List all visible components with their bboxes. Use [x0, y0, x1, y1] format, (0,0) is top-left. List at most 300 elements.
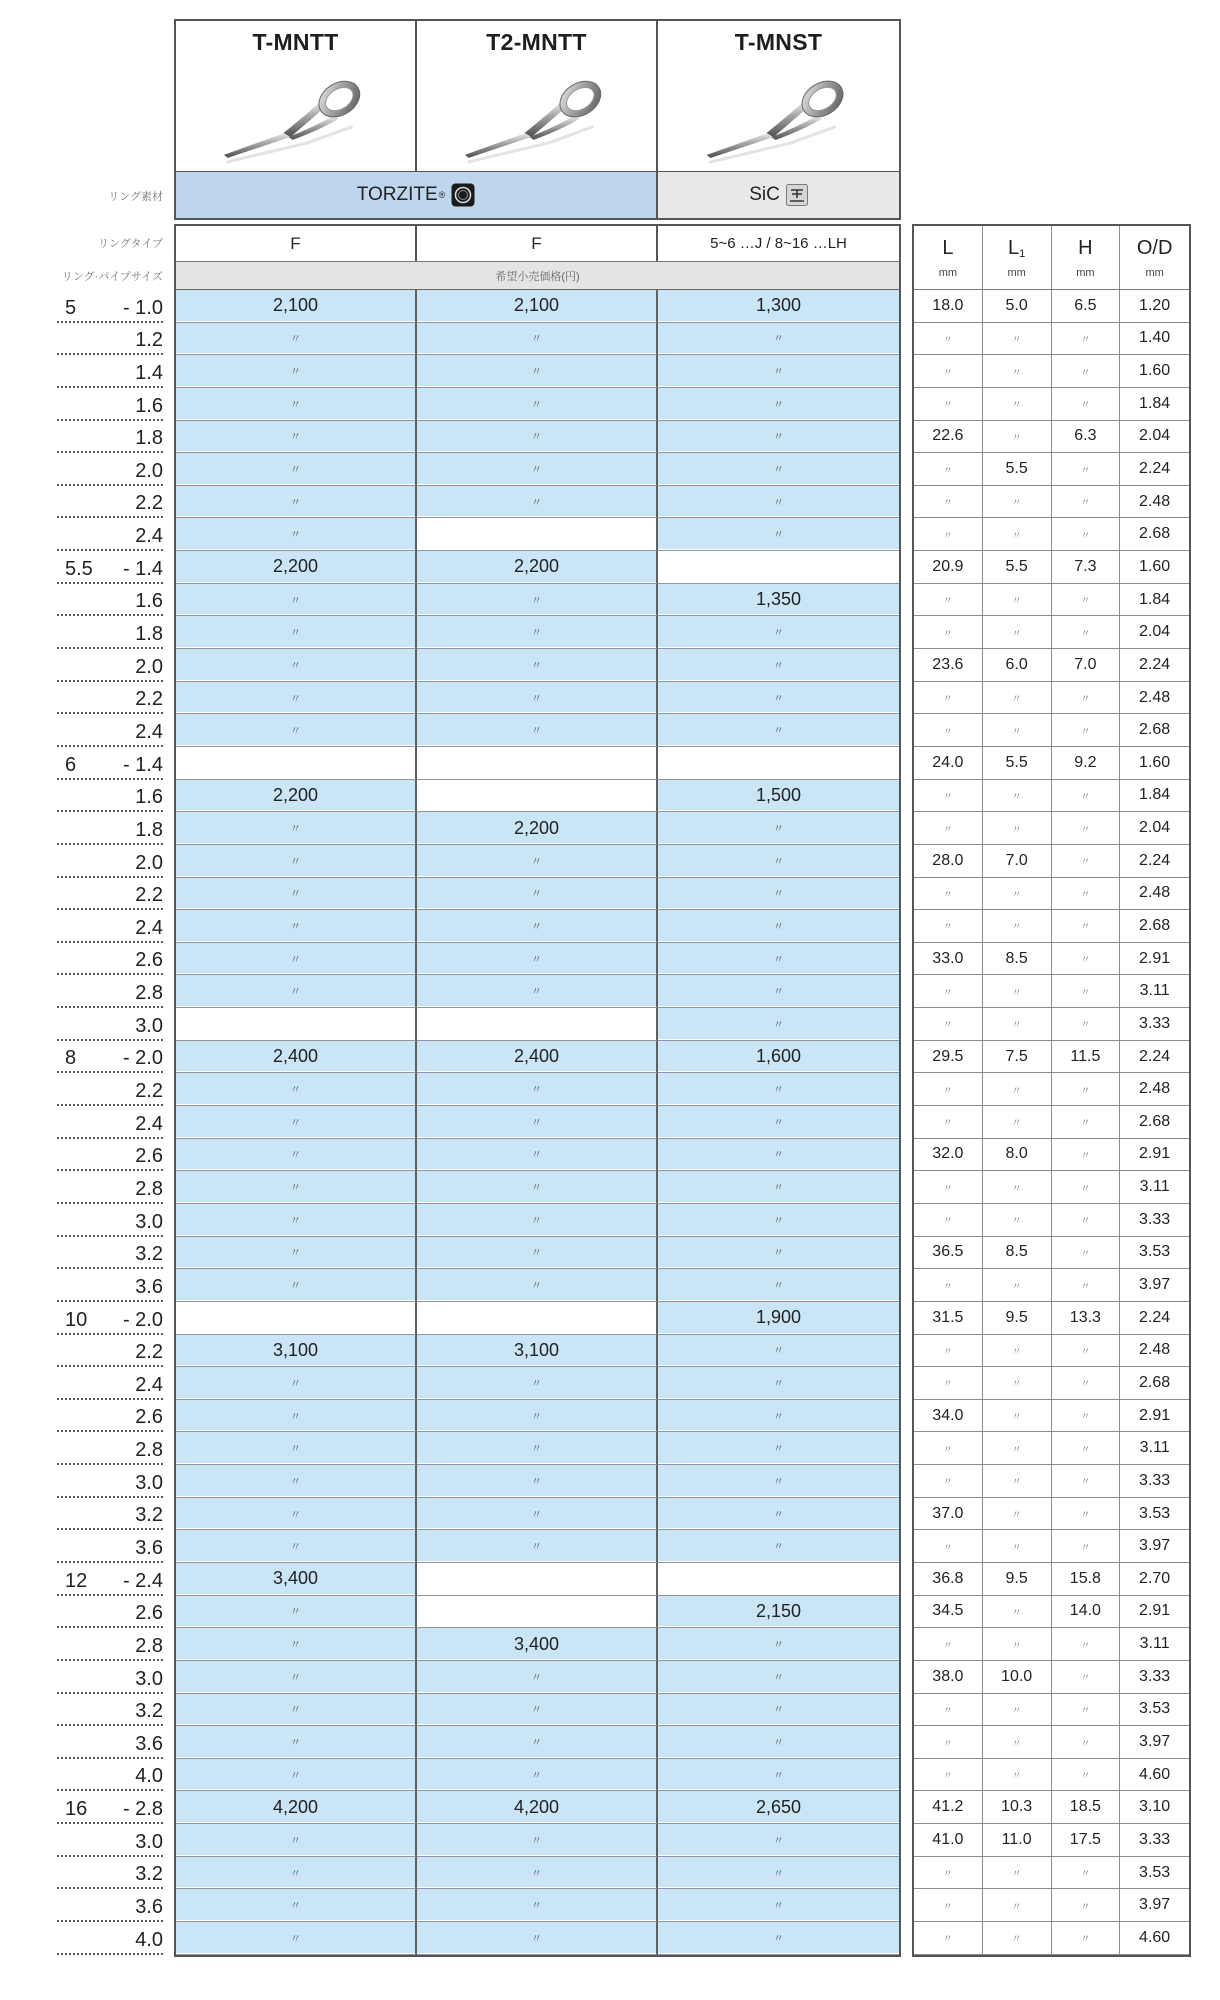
dim-cell-l1: 〃 [983, 1726, 1052, 1759]
dim-cell-od: 3.33 [1120, 1661, 1189, 1694]
price-cell-t2-mntt: 〃 [417, 421, 658, 454]
size-label-row [57, 747, 163, 780]
dim-cell-od: 3.97 [1120, 1889, 1189, 1922]
price-cell-t-mnst: 〃 [658, 1367, 899, 1400]
dim-cell-l1: 8.5 [983, 1237, 1052, 1270]
dim-cell-h: 〃 [1052, 1106, 1121, 1139]
price-cell-t-mnst: 2,650 [658, 1791, 899, 1824]
dim-cell-l1: 〃 [983, 1889, 1052, 1922]
dim-cell-od: 2.48 [1120, 878, 1189, 911]
pipe-size-label: 2.4 [135, 1373, 163, 1396]
dim-cell-od: 1.20 [1120, 290, 1189, 323]
price-cell-t-mntt: 〃 [176, 1661, 417, 1694]
price-cell-t-mnst: 〃 [658, 1857, 899, 1890]
dim-cell-h: 〃 [1052, 943, 1121, 976]
product-name: T-MNST [734, 29, 823, 55]
dim-cell-od: 2.04 [1120, 421, 1189, 454]
dim-cell-l1: 5.0 [983, 290, 1052, 323]
price-cell-t-mntt: 〃 [176, 1204, 417, 1237]
dim-cell-l: 〃 [914, 1857, 983, 1890]
dim-cell-l1: 〃 [983, 1269, 1052, 1302]
dim-cell-h: 〃 [1052, 1073, 1121, 1106]
price-cell-t2-mntt: 〃 [417, 1171, 658, 1204]
pipe-size-label: 2.6 [135, 1145, 163, 1168]
pipe-size-label: 2.0 [135, 851, 163, 874]
dim-cell-l1: 9.5 [983, 1563, 1052, 1596]
size-label-row [57, 649, 163, 682]
size-label-row [57, 1073, 163, 1106]
pipe-size-label: - 2.0 [122, 1047, 163, 1070]
dim-cell-l1: 11.0 [983, 1824, 1052, 1857]
price-cell-t2-mntt: 〃 [417, 323, 658, 356]
dim-cell-l: 〃 [914, 453, 983, 486]
dim-cell-l: 20.9 [914, 551, 983, 584]
price-cell-t2-mntt: 〃 [417, 453, 658, 486]
pipe-size-label: - 1.0 [122, 296, 163, 319]
size-label-row [57, 1400, 163, 1433]
dim-header-h [1052, 226, 1121, 289]
dim-cell-l: 18.0 [914, 290, 983, 323]
material-torzite-label: TORZITE [356, 184, 438, 205]
dim-cell-l1: 〃 [983, 1008, 1052, 1041]
price-cell-t2-mntt: 〃 [417, 975, 658, 1008]
price-cell-t2-mntt: 〃 [417, 1824, 658, 1857]
price-cell-t-mntt: 〃 [176, 616, 417, 649]
size-label-row [57, 1367, 163, 1400]
price-cell-t2-mntt: 〃 [417, 682, 658, 715]
price-cell-t-mntt: 〃 [176, 1726, 417, 1759]
price-cell-t-mnst: 〃 [658, 616, 899, 649]
price-cell-t-mntt: 3,100 [176, 1335, 417, 1368]
size-label-row [57, 355, 163, 388]
price-cell-t-mnst: 〃 [658, 943, 899, 976]
dim-cell-h: 〃 [1052, 518, 1121, 551]
price-cell-t-mnst: 〃 [658, 1432, 899, 1465]
price-cell-t2-mntt: 2,200 [417, 551, 658, 584]
dim-cell-od: 2.68 [1120, 1367, 1189, 1400]
dim-header-label [1008, 237, 1025, 265]
price-cell-t-mntt: 〃 [176, 1465, 417, 1498]
dim-cell-od: 3.97 [1120, 1269, 1189, 1302]
price-cell-t2-mntt: 〃 [417, 584, 658, 617]
price-cell-t-mntt: 〃 [176, 1530, 417, 1563]
dim-cell-l: 〃 [914, 1204, 983, 1237]
dim-cell-od: 1.84 [1120, 388, 1189, 421]
pipe-size-label: 3.0 [135, 1210, 163, 1233]
pipe-size-label: 1.2 [135, 329, 163, 352]
price-cell-t2-mntt [417, 747, 658, 780]
price-cell-t-mntt: 2,100 [176, 290, 417, 323]
price-cell-t-mntt: 〃 [176, 1889, 417, 1922]
dim-cell-h: 〃 [1052, 1269, 1121, 1302]
price-header-row [174, 262, 901, 290]
price-cell-t2-mntt: 〃 [417, 1367, 658, 1400]
pipe-size-label: 4.0 [135, 1765, 163, 1788]
size-label-row [57, 1857, 163, 1890]
pipe-size-label: 2.8 [135, 982, 163, 1005]
dimension-table-body [912, 290, 1191, 1957]
material-sic-label: SiC [749, 184, 780, 205]
dim-cell-h: 〃 [1052, 1204, 1121, 1237]
price-cell-t2-mntt [417, 1563, 658, 1596]
dim-cell-h: 〃 [1052, 1889, 1121, 1922]
price-cell-t-mnst: 〃 [658, 1106, 899, 1139]
ring-size-label: 12 [65, 1569, 88, 1592]
price-cell-t-mnst: 〃 [658, 1628, 899, 1661]
dim-cell-od: 3.11 [1120, 1171, 1189, 1204]
dim-cell-od: 3.11 [1120, 1432, 1189, 1465]
price-cell-t-mnst: 〃 [658, 355, 899, 388]
dim-header-od [1120, 226, 1189, 289]
dim-cell-h: 〃 [1052, 975, 1121, 1008]
pipe-size-label: 2.6 [135, 1602, 163, 1625]
dim-cell-l: 38.0 [914, 1661, 983, 1694]
price-cell-t2-mntt: 〃 [417, 649, 658, 682]
dim-header-text: O/D [1136, 236, 1173, 259]
dim-cell-l: 〃 [914, 975, 983, 1008]
dim-header-unit: mm [1007, 266, 1026, 279]
dim-cell-h: 〃 [1052, 1759, 1121, 1792]
material-sic-cell [658, 172, 899, 218]
price-table-body [174, 290, 901, 1957]
dim-cell-od: 3.97 [1120, 1726, 1189, 1759]
dim-cell-l: 〃 [914, 682, 983, 715]
pipe-size-label: 1.8 [135, 818, 163, 841]
pipe-size-label: 3.6 [135, 1732, 163, 1755]
dim-cell-l: 〃 [914, 486, 983, 519]
price-cell-t2-mntt: 〃 [417, 1857, 658, 1890]
price-cell-t2-mntt [417, 780, 658, 813]
price-cell-t-mntt: 〃 [176, 649, 417, 682]
dim-cell-od: 2.68 [1120, 518, 1189, 551]
pipe-size-label: - 2.4 [122, 1569, 163, 1592]
pipe-size-label: 3.6 [135, 1275, 163, 1298]
price-cell-t-mntt: 〃 [176, 1824, 417, 1857]
product-header-t2-mntt [417, 21, 658, 171]
dim-cell-l: 37.0 [914, 1498, 983, 1531]
dim-cell-od: 2.24 [1120, 1041, 1189, 1074]
dim-cell-l: 24.0 [914, 747, 983, 780]
price-cell-t-mnst [658, 551, 899, 584]
pipe-size-label: - 2.0 [122, 1308, 163, 1331]
dim-cell-l1: 〃 [983, 1694, 1052, 1727]
dim-cell-l1: 10.0 [983, 1661, 1052, 1694]
price-cell-t-mntt: 〃 [176, 1628, 417, 1661]
size-label-row [57, 1791, 163, 1824]
dim-header-text: L [1008, 236, 1020, 259]
dim-cell-l: 〃 [914, 1008, 983, 1041]
pipe-size-label: 2.2 [135, 492, 163, 515]
dim-cell-l1: 〃 [983, 1204, 1052, 1237]
dim-cell-l: 31.5 [914, 1302, 983, 1335]
size-label-row [57, 1432, 163, 1465]
dim-cell-od: 4.60 [1120, 1759, 1189, 1792]
dim-cell-od: 2.24 [1120, 1302, 1189, 1335]
size-label-row [57, 1596, 163, 1629]
ring-type-t-mntt: F [176, 226, 417, 261]
dim-cell-od: 3.11 [1120, 1628, 1189, 1661]
dim-cell-h: 17.5 [1052, 1824, 1121, 1857]
dim-cell-l: 34.5 [914, 1596, 983, 1629]
dim-cell-od: 3.33 [1120, 1008, 1189, 1041]
price-cell-t-mntt: 〃 [176, 1367, 417, 1400]
dim-cell-h: 〃 [1052, 486, 1121, 519]
dim-cell-l1: 〃 [983, 878, 1052, 911]
dim-cell-h: 〃 [1052, 355, 1121, 388]
price-cell-t-mntt: 〃 [176, 1237, 417, 1270]
pipe-size-label: - 2.8 [122, 1798, 163, 1821]
price-cell-t-mnst: 1,300 [658, 290, 899, 323]
price-cell-t-mntt: 〃 [176, 1922, 417, 1955]
price-cell-t-mntt: 〃 [176, 812, 417, 845]
price-cell-t2-mntt: 〃 [417, 1139, 658, 1172]
price-cell-t-mntt: 〃 [176, 323, 417, 356]
dim-cell-l: 〃 [914, 1335, 983, 1368]
price-cell-t-mntt: 〃 [176, 714, 417, 747]
size-label-row [57, 1171, 163, 1204]
dim-cell-l: 〃 [914, 1171, 983, 1204]
dim-cell-h: 〃 [1052, 780, 1121, 813]
price-cell-t-mnst: 〃 [658, 1759, 899, 1792]
registered-mark: ® [438, 190, 446, 200]
price-cell-t2-mntt [417, 1302, 658, 1335]
dim-cell-h: 15.8 [1052, 1563, 1121, 1596]
dim-cell-l: 36.8 [914, 1563, 983, 1596]
dim-cell-od: 2.91 [1120, 1400, 1189, 1433]
price-cell-t2-mntt: 〃 [417, 1759, 658, 1792]
size-label-row [57, 780, 163, 813]
price-cell-t-mnst: 〃 [658, 1008, 899, 1041]
dim-cell-l1: 〃 [983, 682, 1052, 715]
price-cell-t2-mntt: 〃 [417, 714, 658, 747]
dim-cell-l: 〃 [914, 616, 983, 649]
price-cell-t-mnst: 〃 [658, 1922, 899, 1955]
price-cell-t2-mntt: 〃 [417, 1269, 658, 1302]
price-cell-t-mntt: 〃 [176, 1759, 417, 1792]
price-cell-t-mnst: 〃 [658, 714, 899, 747]
dim-cell-l: 〃 [914, 812, 983, 845]
dim-cell-l: 〃 [914, 1073, 983, 1106]
price-cell-t-mnst: 1,600 [658, 1041, 899, 1074]
product-name: T-MNTT [252, 29, 339, 55]
dimension-header-row [912, 224, 1191, 290]
price-cell-t-mntt: 〃 [176, 1139, 417, 1172]
price-cell-t2-mntt: 〃 [417, 486, 658, 519]
dim-cell-l1: 〃 [983, 1400, 1052, 1433]
price-cell-t-mnst: 〃 [658, 1530, 899, 1563]
price-cell-t-mnst: 〃 [658, 1824, 899, 1857]
dim-cell-l: 22.6 [914, 421, 983, 454]
dim-cell-l: 41.2 [914, 1791, 983, 1824]
ring-type-t2-mntt: F [417, 226, 658, 261]
price-cell-t2-mntt [417, 518, 658, 551]
size-label-row [57, 1694, 163, 1727]
dim-cell-l1: 〃 [983, 584, 1052, 617]
ring-size-label: 6 [65, 753, 77, 776]
size-label-row [57, 1498, 163, 1531]
ring-size-label: 5.5 [65, 557, 93, 580]
dim-cell-l1: 〃 [983, 1857, 1052, 1890]
dim-cell-h: 〃 [1052, 682, 1121, 715]
dim-cell-l1: 〃 [983, 486, 1052, 519]
dim-cell-l1: 5.5 [983, 453, 1052, 486]
price-cell-t2-mntt: 〃 [417, 355, 658, 388]
size-label-row [57, 1237, 163, 1270]
price-cell-t-mntt: 〃 [176, 1400, 417, 1433]
dim-header-text: L [942, 236, 954, 259]
dim-cell-l: 〃 [914, 910, 983, 943]
price-cell-t-mnst: 〃 [658, 518, 899, 551]
dim-cell-l1: 〃 [983, 421, 1052, 454]
dim-cell-l: 〃 [914, 1367, 983, 1400]
dim-cell-h: 〃 [1052, 1171, 1121, 1204]
size-label-row [57, 1302, 163, 1335]
dim-cell-l1: 〃 [983, 1432, 1052, 1465]
dim-cell-h: 〃 [1052, 1335, 1121, 1368]
dim-cell-od: 2.48 [1120, 682, 1189, 715]
price-cell-t-mntt: 〃 [176, 975, 417, 1008]
dim-cell-l: 〃 [914, 1726, 983, 1759]
dim-cell-od: 2.24 [1120, 649, 1189, 682]
dim-cell-h: 11.5 [1052, 1041, 1121, 1074]
price-cell-t-mnst: 〃 [658, 1694, 899, 1727]
pipe-size-label: 2.2 [135, 1080, 163, 1103]
price-cell-t2-mntt: 〃 [417, 878, 658, 911]
size-label-row [57, 682, 163, 715]
price-cell-t2-mntt: 〃 [417, 1073, 658, 1106]
dim-cell-h: 9.2 [1052, 747, 1121, 780]
dim-cell-l: 28.0 [914, 845, 983, 878]
dim-cell-l1: 〃 [983, 518, 1052, 551]
price-cell-t-mnst: 2,150 [658, 1596, 899, 1629]
dim-cell-h: 〃 [1052, 1726, 1121, 1759]
dim-cell-h: 〃 [1052, 1367, 1121, 1400]
pipe-size-label: 2.6 [135, 1406, 163, 1429]
price-cell-t-mntt: 〃 [176, 910, 417, 943]
dim-cell-l: 〃 [914, 584, 983, 617]
size-label-row [57, 1628, 163, 1661]
dim-cell-l: 34.0 [914, 1400, 983, 1433]
pipe-size-label: 2.6 [135, 949, 163, 972]
dim-cell-od: 3.11 [1120, 975, 1189, 1008]
size-label-row [57, 1008, 163, 1041]
pipe-size-label: 3.2 [135, 1863, 163, 1886]
dim-cell-l1: 〃 [983, 1759, 1052, 1792]
dim-cell-l1: 5.5 [983, 551, 1052, 584]
dim-cell-l: 〃 [914, 355, 983, 388]
dim-cell-l: 〃 [914, 1922, 983, 1955]
dim-cell-h: 7.0 [1052, 649, 1121, 682]
size-label-row [57, 486, 163, 519]
size-label-row [57, 323, 163, 356]
dim-cell-od: 2.48 [1120, 1073, 1189, 1106]
dim-cell-h: 〃 [1052, 1628, 1121, 1661]
price-cell-t-mnst: 〃 [658, 1889, 899, 1922]
dim-cell-h: 18.5 [1052, 1791, 1121, 1824]
dim-cell-od: 2.68 [1120, 1106, 1189, 1139]
dim-cell-h: 〃 [1052, 1008, 1121, 1041]
dim-cell-od: 2.04 [1120, 812, 1189, 845]
dim-cell-l1: 7.5 [983, 1041, 1052, 1074]
price-cell-t-mntt: 〃 [176, 1694, 417, 1727]
dim-cell-l1: 〃 [983, 355, 1052, 388]
dim-cell-od: 3.97 [1120, 1530, 1189, 1563]
pipe-size-label: 2.4 [135, 525, 163, 548]
pipe-size-label: 3.0 [135, 1830, 163, 1853]
product-name: T2-MNTT [486, 29, 587, 55]
price-cell-t2-mntt: 〃 [417, 1726, 658, 1759]
price-cell-t-mntt: 3,400 [176, 1563, 417, 1596]
pipe-size-label: 2.8 [135, 1439, 163, 1462]
dim-cell-l1: 6.0 [983, 649, 1052, 682]
dim-cell-l: 〃 [914, 714, 983, 747]
price-cell-t-mnst: 〃 [658, 1171, 899, 1204]
dim-header-label [1137, 237, 1173, 265]
price-cell-t2-mntt: 〃 [417, 1694, 658, 1727]
dim-cell-h: 〃 [1052, 1530, 1121, 1563]
price-cell-t-mntt: 〃 [176, 388, 417, 421]
size-label-row [57, 1759, 163, 1792]
product-header-row [174, 19, 901, 172]
dim-cell-l: 23.6 [914, 649, 983, 682]
price-cell-t-mntt: 2,400 [176, 1041, 417, 1074]
size-label-row [57, 1563, 163, 1596]
price-cell-t2-mntt: 3,400 [417, 1628, 658, 1661]
dim-cell-od: 1.84 [1120, 584, 1189, 617]
price-cell-t2-mntt: 〃 [417, 1922, 658, 1955]
size-label-row [57, 421, 163, 454]
dim-cell-h: 14.0 [1052, 1596, 1121, 1629]
dim-cell-h: 〃 [1052, 1498, 1121, 1531]
side-label-ring-type: リングタイプ [97, 238, 163, 250]
size-label-row [57, 551, 163, 584]
dim-cell-od: 3.53 [1120, 1498, 1189, 1531]
price-cell-t-mntt: 〃 [176, 682, 417, 715]
pipe-size-label: 1.8 [135, 427, 163, 450]
price-cell-t-mnst: 〃 [658, 388, 899, 421]
pipe-size-label: 2.8 [135, 1634, 163, 1657]
size-label-row [57, 584, 163, 617]
dim-header-unit: mm [938, 266, 958, 279]
price-cell-t-mntt: 〃 [176, 453, 417, 486]
price-cell-t-mnst: 1,500 [658, 780, 899, 813]
size-label-row [57, 1335, 163, 1368]
price-cell-t-mntt: 〃 [176, 1498, 417, 1531]
pipe-size-label: - 1.4 [122, 557, 163, 580]
price-cell-t-mnst [658, 747, 899, 780]
dim-cell-l: 〃 [914, 1465, 983, 1498]
price-cell-t-mnst: 〃 [658, 1139, 899, 1172]
dim-cell-od: 2.24 [1120, 453, 1189, 486]
dim-cell-l1: 〃 [983, 1628, 1052, 1661]
pipe-size-label: 1.6 [135, 590, 163, 613]
dim-cell-od: 3.33 [1120, 1465, 1189, 1498]
size-label-row [57, 1661, 163, 1694]
size-label-row [57, 290, 163, 323]
price-cell-t-mnst: 1,900 [658, 1302, 899, 1335]
size-label-row [57, 812, 163, 845]
size-label-row [57, 1106, 163, 1139]
price-cell-t-mntt: 〃 [176, 1106, 417, 1139]
dim-cell-l1: 〃 [983, 812, 1052, 845]
dim-header-label [942, 237, 953, 265]
guide-image-icon [658, 69, 899, 169]
price-cell-t-mnst: 〃 [658, 1335, 899, 1368]
dim-cell-l1: 〃 [983, 388, 1052, 421]
size-label-row [57, 1530, 163, 1563]
price-cell-t-mnst: 〃 [658, 1237, 899, 1270]
price-cell-t-mntt: 〃 [176, 584, 417, 617]
